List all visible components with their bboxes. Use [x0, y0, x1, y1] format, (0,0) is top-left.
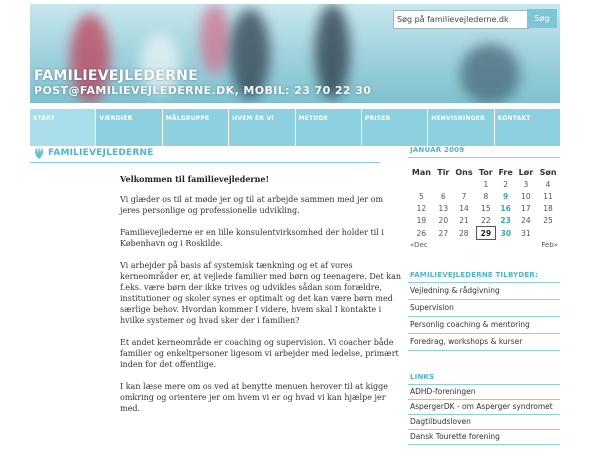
- links-list: [408, 385, 560, 445]
- main-nav: [30, 109, 560, 146]
- services-item[interactable]: Foredrag, workshops & kurser: [408, 334, 560, 351]
- links-box: [408, 373, 560, 445]
- calendar-day: 21: [459, 215, 469, 225]
- calendar-day: 24: [521, 215, 531, 225]
- calendar-day: 31: [521, 228, 531, 238]
- search-button[interactable]: Søg: [527, 9, 557, 28]
- services-title: FAMILIEVEJLEDERNE TILBYDER:: [408, 271, 560, 283]
- site-contact[interactable]: POST@FAMILIEVEJLEDERNE.DK, MOBIL: 23 70 22 30: [34, 84, 372, 97]
- intro-paragraph: Vi glæder os til at møde jer og til at arbejde sammen med jer om jeres personlige og professionelle udvikling.: [120, 195, 384, 215]
- calendar-day: 18: [543, 203, 553, 213]
- calendar-day: 26: [416, 228, 427, 238]
- calendar-day: 3: [523, 179, 529, 189]
- calendar-day[interactable]: 23: [500, 215, 511, 225]
- nav-item-maalgruppe[interactable]: MÅLGRUPPE: [163, 109, 228, 146]
- calendar-day: 19: [416, 215, 427, 225]
- calendar-next-link[interactable]: Feb»: [541, 241, 558, 249]
- calendar-title: JANUAR 2009: [408, 146, 560, 158]
- links-item[interactable]: Dansk Tourette forening: [408, 430, 560, 445]
- nav-item-metode[interactable]: METODE: [296, 109, 361, 146]
- calendar-empty-cell: [408, 178, 435, 190]
- site-name: FAMILIEVEJLEDERNE: [34, 68, 199, 84]
- services-item[interactable]: Supervision: [408, 300, 560, 317]
- leaf-logo-icon: [32, 146, 46, 160]
- calendar-day: 1: [483, 179, 489, 189]
- links-title: LINKS: [408, 373, 560, 385]
- main-heading: [30, 146, 380, 163]
- calendar-day: 17: [521, 203, 531, 213]
- calendar-day[interactable]: 30: [500, 228, 512, 238]
- calendar-weekday: Ons: [455, 167, 473, 177]
- calendar: [408, 166, 560, 240]
- calendar-empty-cell: [435, 178, 452, 190]
- calendar-day: 11: [543, 191, 553, 201]
- calendar-empty-cell: [536, 227, 560, 240]
- calendar-day: 25: [543, 215, 553, 225]
- services-item[interactable]: Vejledning & rådgivning: [408, 283, 560, 300]
- calendar-empty-cell: [452, 178, 476, 190]
- calendar-day: 4: [545, 179, 551, 189]
- calendar-day: 10: [521, 191, 531, 201]
- nav-item-kontakt[interactable]: KONTAKT: [495, 109, 560, 146]
- calendar-nav: [408, 241, 560, 249]
- links-item[interactable]: AspergerDK - om Asperger syndromet: [408, 400, 560, 415]
- calendar-weekday: Søn: [539, 167, 557, 177]
- header-banner: [30, 4, 560, 103]
- calendar-day: 14: [459, 203, 469, 213]
- nav-item-priser[interactable]: PRISER: [362, 109, 427, 146]
- calendar-day[interactable]: 9: [503, 191, 509, 201]
- nav-item-start[interactable]: START: [30, 109, 95, 146]
- nav-item-henvisninger[interactable]: HENVISNINGER: [428, 109, 493, 146]
- nav-item-vaerdier[interactable]: VÆRDIER: [96, 109, 161, 146]
- about-paragraph: Familievejlederne er en lille konsulentvirksomhed der holder til i København og i Roskilde.: [120, 228, 384, 248]
- calendar-day: 8: [483, 191, 489, 201]
- calendar-day: 28: [458, 228, 469, 238]
- main-content: [120, 174, 402, 425]
- method-paragraph: Vi arbejder på basis af systemisk tænkning og et af vores kerneområder er, at vejlede familier med børn og teenagere. Det kan f.eks. være børn der ikke trives og udvikles sådan som forældre, institutioner og skoler synes er optimalt og det kan være børn med særlige behov. Hvordan kommer I videre, hvem skal I kontakte i hvilke systemer og hvad sker der i familien?: [120, 261, 402, 325]
- calendar-day: 6: [440, 191, 446, 201]
- links-item[interactable]: Dagtilbudsloven: [408, 415, 560, 430]
- calendar-day: 5: [419, 191, 424, 201]
- calendar-day[interactable]: 16: [500, 203, 511, 213]
- page: [30, 4, 560, 472]
- calendar-weekday: Fre: [498, 167, 513, 177]
- calendar-day: 7: [461, 191, 467, 201]
- banner-photo-figure: [460, 44, 520, 103]
- banner-photo-figure: [200, 4, 230, 74]
- sidebar: [408, 146, 560, 445]
- calendar-weekday: Tir: [437, 167, 450, 177]
- page-title: FAMILIEVEJLEDERNE: [48, 148, 154, 158]
- services-list: [408, 283, 560, 351]
- links-item[interactable]: ADHD-foreningen: [408, 385, 560, 400]
- calendar-day: 20: [438, 215, 449, 225]
- calendar-weekday: Man: [411, 167, 431, 177]
- search-input[interactable]: [393, 10, 529, 29]
- coaching-paragraph: Et andet kerneområde er coaching og supervision. Vi coacher både familier og enkeltpersoner ligesom vi arbejder med ledelse, primært inden for det offentlige.: [120, 338, 399, 369]
- calendar-day: 29: [476, 227, 495, 240]
- calendar-weekday: Tor: [478, 167, 493, 177]
- calendar-day: 2: [503, 179, 509, 189]
- read-more-paragraph: I kan læse mere om os ved at benytte menuen herover til at kigge omkring og orientere jer om hvem vi er og hvad vi kan hjælpe jer med.: [120, 382, 388, 413]
- services-item[interactable]: Personlig coaching & mentoring: [408, 317, 560, 334]
- calendar-weekday: Lør: [518, 167, 534, 177]
- calendar-day: 27: [438, 228, 449, 238]
- calendar-day: 22: [481, 215, 491, 225]
- nav-item-hvem-er-vi[interactable]: HVEM ER VI: [229, 109, 294, 146]
- calendar-day: 12: [416, 203, 427, 213]
- services-box: [408, 271, 560, 351]
- welcome-heading: Velkommen til familievejlederne!: [120, 174, 270, 184]
- calendar-prev-link[interactable]: «Dec: [410, 241, 428, 249]
- calendar-day: 15: [481, 203, 491, 213]
- calendar-day: 13: [438, 203, 449, 213]
